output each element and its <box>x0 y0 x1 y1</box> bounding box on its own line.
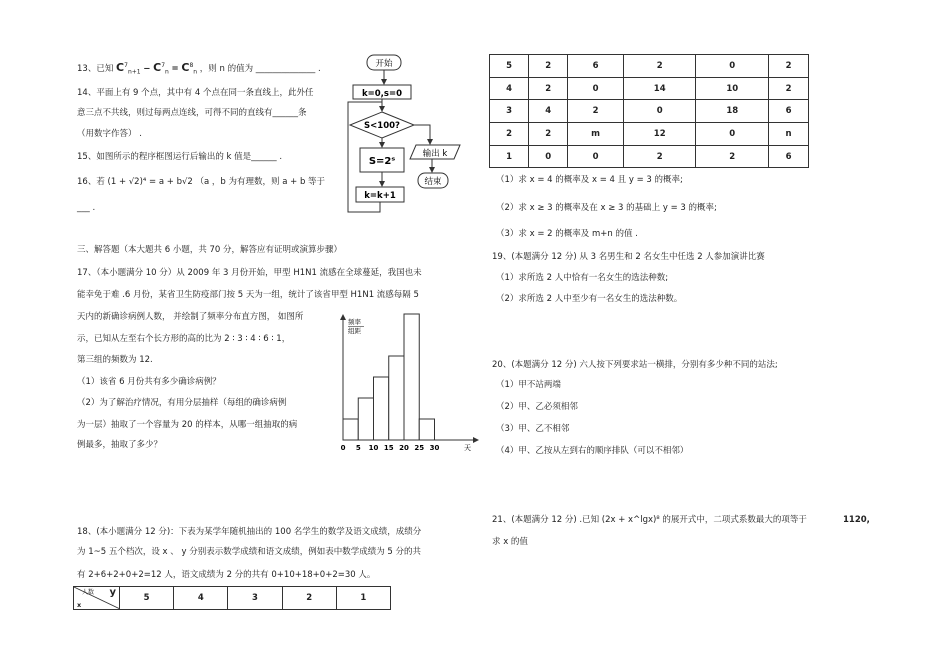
y-axis-label: 频率 <box>348 318 361 326</box>
table-row <box>490 77 809 100</box>
table-cell: 6 <box>568 55 624 78</box>
table-row <box>490 123 809 146</box>
q21-line-1: 21、(本题满分 12 分) .已知 (2x + x^lgx)⁸ 的展开式中，二项式系数最大的项等于 <box>492 515 807 525</box>
flowchart-init-label: k=0,s=0 <box>361 89 403 99</box>
q17-line-2: 能幸免于难 .6 月份，某省卫生防疫部门按 5 天为一组，统计了该省甲型 H1N1 流感每隔 5 <box>77 290 419 300</box>
q14-line-3: （用数字作答） . <box>77 129 142 139</box>
table-cell: 2 <box>696 145 769 168</box>
flowchart-decision-label: S<100? <box>364 121 400 131</box>
q13-text: 13、已知 $C^7_{n+1} - C^7_n = C^8_n$ ，则 n 的值为 ______________ . <box>77 60 321 76</box>
table-col-header: 2 <box>282 587 336 610</box>
table-col-header: 5 <box>120 587 174 610</box>
x-tick-label: 10 <box>368 444 379 452</box>
table-cell: 2 <box>769 55 809 78</box>
q14-line-2: 意三点不共线，则过每两点连线，可得不同的直线有______条 <box>77 108 307 118</box>
table-cell: 5 <box>490 55 529 78</box>
table-cell: 2 <box>623 145 696 168</box>
q16-line-1: 16、若 (1 + √2)⁴ = a + b√2 （a ，b 为有理数，则 a + b 等于 <box>77 177 326 187</box>
x-tick-label: 15 <box>383 444 394 452</box>
q18-line-2: 为 1~5 五个档次，设 x 、 y 分别表示数学成绩和语文成绩，例如表中数学成绩为 5 分的共 <box>77 547 422 557</box>
table-cell: 0 <box>696 55 769 78</box>
q17-line-3: 天内的新确诊病例人数， 并绘制了频率分布直方图， 如图所 <box>77 312 304 322</box>
histogram-bar <box>404 314 419 440</box>
table-row <box>490 55 809 78</box>
table-cell: 0 <box>623 100 696 123</box>
table-cell: 14 <box>623 77 696 100</box>
q21-line-2: 求 x 的值 <box>492 537 528 547</box>
q17-sub-1: （1）该省 6 月份共有多少确诊病例？ <box>77 377 221 387</box>
q19-sub-2: （2）求所选 2 人中至少有一名女生的选法种数。 <box>496 294 683 304</box>
table-col-header: 1 <box>336 587 390 610</box>
q16-line-2: ___ . <box>77 203 96 213</box>
table-cell: m <box>568 123 624 146</box>
flowchart-start-label: 开始 <box>375 59 393 69</box>
q20-sub-2: （2）甲、乙必须相邻 <box>496 402 578 412</box>
q18-sub-2: （2）求 x ≥ 3 的概率及在 x ≥ 3 的基础上 y = 3 的概率; <box>496 203 717 213</box>
q17-sub-3: 为一层）抽取了一个容量为 20 的样本，从哪一组抽取的病 <box>77 420 298 430</box>
x-tick-label: 20 <box>399 444 409 452</box>
histogram-bar <box>358 398 373 440</box>
table-cell: 6 <box>769 145 809 168</box>
table-row <box>490 145 809 168</box>
y-axis-arrow <box>340 314 346 320</box>
table-cell: 10 <box>696 77 769 100</box>
table-cell: 0 <box>696 123 769 146</box>
table-cell: 6 <box>769 100 809 123</box>
flowchart-end-label: 结束 <box>424 177 442 187</box>
q18-line-1: 18、(本小题满分 12 分)：下表为某学年随机抽出的 100 名学生的数学及语文成绩，成绩分 <box>77 527 422 537</box>
table-col-header: 3 <box>228 587 282 610</box>
histogram-bar <box>419 419 434 440</box>
q18-sub-1: （1）求 x = 4 的概率及 x = 4 且 y = 3 的概率; <box>496 175 683 185</box>
q19-sub-1: （1）求所选 2 人中恰有一名女生的选法种数; <box>496 273 669 283</box>
x-tick-label: 25 <box>414 444 425 452</box>
q18-score-table <box>489 54 809 168</box>
frequency-histogram <box>333 312 483 457</box>
table-cell: 2 <box>529 123 568 146</box>
flowchart-increment-label: k=k+1 <box>364 191 396 201</box>
q17-line-5: 第三组的频数为 12. <box>77 355 153 365</box>
table-cell: 2 <box>769 77 809 100</box>
q20-sub-1: （1）甲不站两端 <box>496 380 561 390</box>
q14-line-1: 14、平面上有 9 个点，其中有 4 个点在同一条直线上，此外任 <box>77 88 314 98</box>
table-corner-cell: 人数 y x <box>74 587 120 610</box>
table-cell: 4 <box>490 77 529 100</box>
q18-table-header <box>73 586 391 610</box>
table-cell: 18 <box>696 100 769 123</box>
q19-text: 19、(本题满分 12 分) 从 3 名男生和 2 名女生中任选 2 人参加演讲比赛 <box>492 252 765 262</box>
table-cell: 0 <box>529 145 568 168</box>
histogram-bar <box>389 356 404 440</box>
q20-text: 20、(本题满分 12 分) 六人按下列要求站一横排，分别有多少种不同的站法; <box>492 360 778 370</box>
table-cell: 2 <box>529 77 568 100</box>
table-cell: 0 <box>568 77 624 100</box>
q17-sub-4: 例最多，抽取了多少？ <box>77 440 163 450</box>
q18-line-3: 有 2+6+2+0+2=12 人，语文成绩为 2 分的共有 0+10+18+0+2=30 人。 <box>77 570 376 580</box>
q17-line-4: 示，已知从左至右个长方形的高的比为 2 ∶ 3 ∶ 4 ∶ 6 ∶ 1， <box>77 334 291 344</box>
x-axis-arrow <box>473 437 479 443</box>
section-3-heading: 三、解答题（本大题共 6 小题，共 70 分，解答应有证明或演算步骤） <box>77 245 343 255</box>
table-cell: 2 <box>490 123 529 146</box>
x-tick-label: 0 <box>340 444 346 452</box>
program-flowchart <box>340 52 470 217</box>
flowchart-output-label: 输出 k <box>422 149 448 159</box>
table-cell: 2 <box>623 55 696 78</box>
histogram-bar <box>343 419 358 440</box>
table-cell: 2 <box>529 55 568 78</box>
table-col-header: 4 <box>174 587 228 610</box>
q17-sub-2: （2）为了解治疗情况，有用分层抽样（每组的确诊病例 <box>77 398 287 408</box>
q20-sub-4: （4）甲、乙按从左到右的顺序排队（可以不相邻） <box>496 446 689 456</box>
q17-line-1: 17、（本小题满分 10 分）从 2009 年 3 月份开始，甲型 H1N1 流感在全球蔓延，我国也未 <box>77 268 422 278</box>
q18-sub-3: （3）求 x = 2 的概率及 m+n 的值 . <box>496 229 638 239</box>
x-tick-label: 5 <box>355 444 361 452</box>
table-cell: 4 <box>529 100 568 123</box>
table-cell: 12 <box>623 123 696 146</box>
table-cell: n <box>769 123 809 146</box>
table-cell: 2 <box>568 100 624 123</box>
x-axis-label: 天 <box>464 444 471 452</box>
table-cell: 3 <box>490 100 529 123</box>
table-cell: 0 <box>568 145 624 168</box>
x-tick-label: 30 <box>429 444 440 452</box>
q20-sub-3: （3）甲、乙不相邻 <box>496 424 570 434</box>
table-row <box>490 100 809 123</box>
table-cell: 1 <box>490 145 529 168</box>
y-axis-label: 组距 <box>348 327 361 335</box>
flowchart-assign-label: S=2ˢ <box>368 156 396 167</box>
q15-text: 15、如图所示的程序框图运行后输出的 k 值是______ . <box>77 152 283 162</box>
histogram-bar <box>374 377 389 440</box>
q21-value: 1120, <box>843 515 870 525</box>
